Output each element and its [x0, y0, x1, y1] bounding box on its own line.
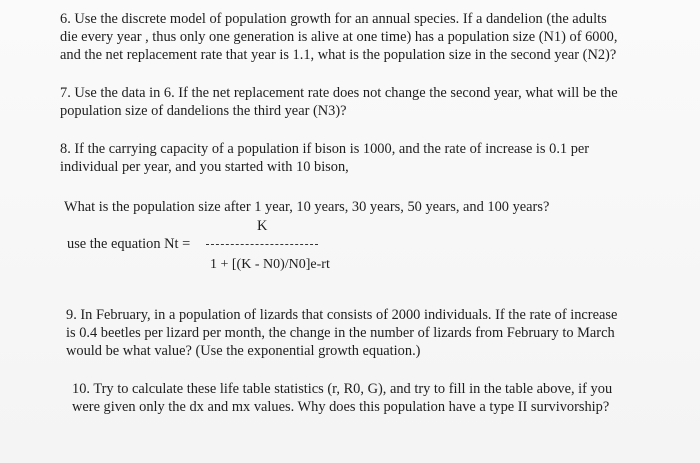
question-8-ask — [64, 198, 674, 216]
question-9 — [66, 306, 676, 360]
question-7-line-2: population size of dandelions the third year (N3)? — [60, 103, 347, 119]
equation-fraction-bar — [206, 244, 318, 245]
question-6 — [60, 10, 670, 64]
question-10-line-2: were given only the dx and mx values. Why does this population have a type II survivorship? — [72, 399, 610, 415]
question-9-line-2: is 0.4 beetles per lizard per month, the change in the number of lizards from February to March — [66, 325, 615, 341]
equation-denominator: 1 + [(K - N0)/N0]e-rt — [210, 257, 330, 272]
question-7-line-1: 7. Use the data in 6. If the net replacement rate does not change the second year, what will be the — [60, 85, 618, 101]
question-10-line-1: 10. Try to calculate these life table statistics (r, R0, G), and try to fill in the table above, if you — [72, 381, 613, 397]
question-8-line-2: individual per year, and you started with 10 bison, — [60, 159, 349, 175]
question-9-line-3: would be what value? (Use the exponential growth equation.) — [66, 343, 421, 359]
question-6-line-3: and the net replacement rate that year is 1.1, what is the population size in the second year (N2)? — [60, 47, 617, 63]
equation-label: use the equation Nt = — [67, 236, 191, 252]
question-7 — [60, 84, 670, 120]
question-8 — [60, 140, 670, 176]
question-6-line-1: 6. Use the discrete model of population growth for an annual species. If a dandelion (the adults — [60, 11, 607, 27]
question-9-line-1: 9. In February, in a population of lizards that consists of 2000 individuals. If the rate of increase — [66, 307, 618, 323]
question-10 — [72, 380, 682, 416]
question-8-ask-text: What is the population size after 1 year, 10 years, 30 years, 50 years, and 100 years? — [64, 199, 550, 215]
equation-numerator: K — [257, 218, 268, 234]
question-8-line-1: 8. If the carrying capacity of a population if bison is 1000, and the rate of increase is 0.1 per — [60, 141, 590, 157]
question-6-line-2: die every year , thus only one generation is alive at one time) has a population size (N1) of 6000, — [60, 29, 618, 45]
